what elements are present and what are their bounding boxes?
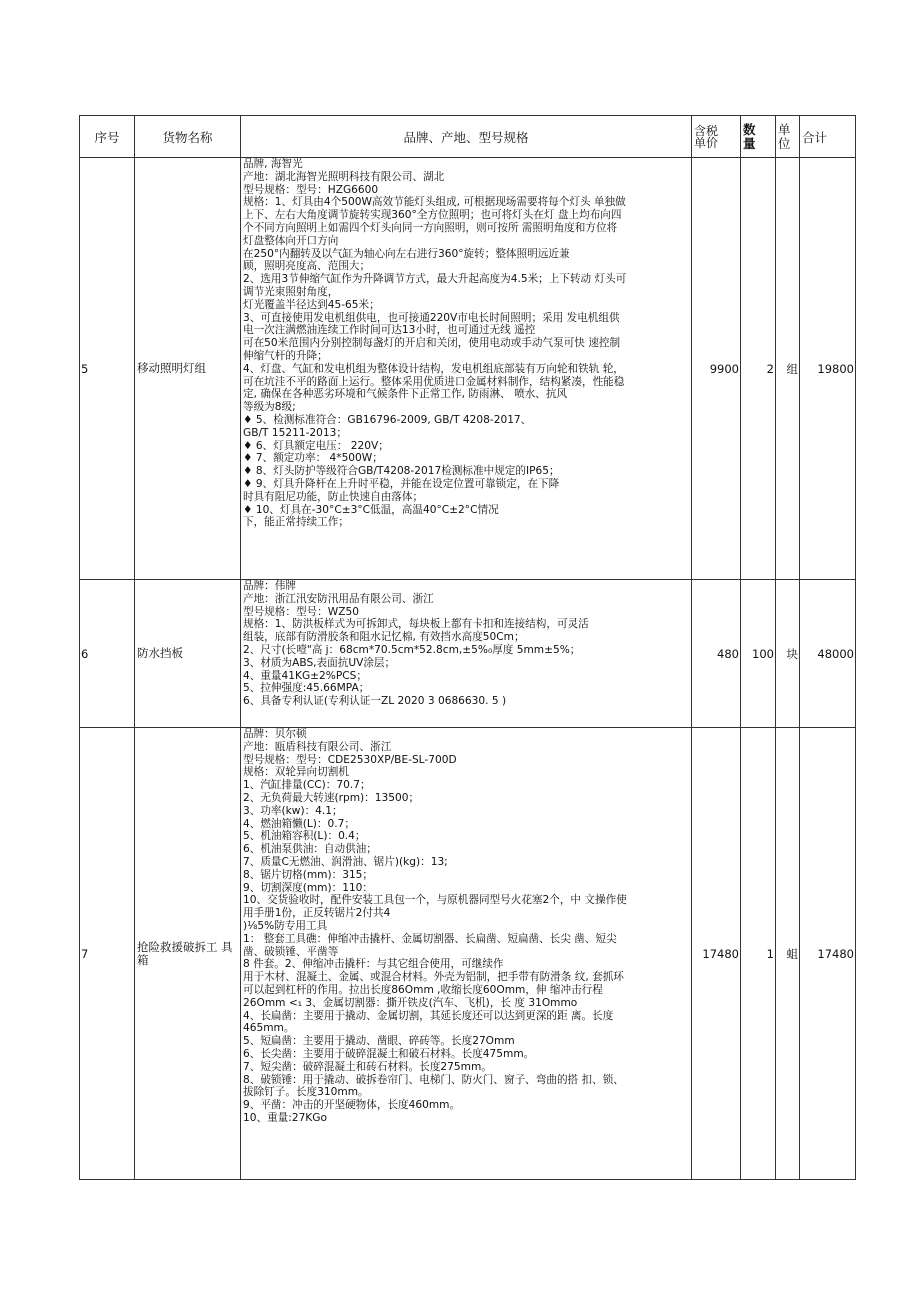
header-price: 含税 单价 xyxy=(692,116,741,158)
row-spec xyxy=(241,728,692,1180)
spec-line: 6、机油泵供油：自动供油； xyxy=(243,843,377,856)
row-spec xyxy=(241,580,692,728)
row-unit: 块 xyxy=(776,580,800,728)
row-name: 抢险救援破拆工 具箱 xyxy=(135,728,241,1180)
spec-line: ♦ 6、灯具额定电压： 220V； xyxy=(243,439,389,452)
spec-line: 品牌, 海智光 xyxy=(243,158,303,170)
spec-lines xyxy=(243,158,689,579)
spec-line: 用于木材、混凝土、金属、或混合材料。外壳为铝制，把手带有防滑条 纹, 套抓环 xyxy=(243,971,624,984)
header-unit: 单 位 xyxy=(776,116,800,158)
spec-line: 6、具备专利认证(专利认证一ZL 2020 3 0686630. 5 ) xyxy=(243,695,507,708)
header-row xyxy=(80,116,856,158)
spec-line: 组装，底部有防滑胶条和阻水记忆棉, 有效挡水高度50Cm； xyxy=(243,631,525,644)
spec-line: 可以起到杠杆的作用。拉出长度86Omm ,收缩长度60Omm，伸 缩冲击行程 xyxy=(243,983,603,996)
spec-line: 灯盘整体向开口方向 xyxy=(243,234,339,247)
table-row xyxy=(80,158,856,580)
spec-line: 7、质量C无燃油、润滑油、锯片)(kg)：13; xyxy=(243,855,448,868)
spec-line: 1： 整套工具礁：伸缩冲击撬杆、金属切割器、长扁凿、短扁凿、长尖 凿、短尖 xyxy=(243,932,617,945)
spec-line: 个不同方向照明上如需四个灯头向同一方向照明，则可按所 需照明角度和方位将 xyxy=(243,221,618,234)
spec-line: 拔除钉子。长度310mm。 xyxy=(243,1086,369,1099)
spec-line: 10、交货验收时，配件安装工具包一个，与原机器同型号火花塞2个，中 文操作使 xyxy=(243,894,627,907)
spec-line: 7、短尖凿：破碎混凝土和砖石材料。长度275mm。 xyxy=(243,1060,492,1073)
table-row xyxy=(80,580,856,728)
goods-table xyxy=(79,115,856,1180)
spec-line: 型号规格：型号：WZ50 xyxy=(243,605,359,618)
spec-line: 品牌：伟牌 xyxy=(243,580,296,592)
spec-line: ♦ 10、灯具在-30°C±3°C低温，高温40°C±2°C情况 xyxy=(243,503,499,516)
spec-line: 型号规格：型号：CDE2530XP/BE-SL-700D xyxy=(243,753,457,766)
spec-line: 2、尺寸(长噎"高 j：68cm*70.5cm*52.8cm,±5%₀厚度 5mm±5%； xyxy=(243,643,581,656)
spec-line: 调节光束照射角度， xyxy=(243,285,339,298)
row-qty: 100 xyxy=(741,580,776,728)
spec-line: 5、机油箱容积(L)：0.4； xyxy=(243,830,366,843)
spec-line: ♦ 5、检测标准符合：GB16796-2009, GB/T 4208-2017、 xyxy=(243,413,532,426)
spec-line: 凿、破锁锤、平凿等 xyxy=(243,945,339,958)
spec-lines xyxy=(243,728,689,1179)
row-price: 480 xyxy=(692,580,741,728)
spec-line: 品牌：贝尔顿 xyxy=(243,728,307,740)
row-qty: 2 xyxy=(741,158,776,580)
spec-line: 1、汽缸排量(CC)：70.7； xyxy=(243,779,371,792)
spec-line: ♦ 9、灯具升降杆在上升时平稳，并能在设定位置可靠锁定，在下降 xyxy=(243,477,560,490)
row-total: 19800 xyxy=(800,158,856,580)
spec-line: 2、无负荷最大转速(rpm)：13500； xyxy=(243,791,420,804)
header-qty: 数 量 xyxy=(741,116,776,158)
row-qty: 1 xyxy=(741,728,776,1180)
spec-line: 规格：双轮异向切割机 xyxy=(243,766,349,779)
spec-line: 26Omm <₁ 3、金属切割器：撕开铁皮(汽车、飞机)，长 度 31Ommo xyxy=(243,996,578,1009)
spec-line: 型号规格：型号：HZG6600 xyxy=(243,183,379,196)
row-unit: 蛆 xyxy=(776,728,800,1180)
row-spec xyxy=(241,158,692,580)
row-price: 17480 xyxy=(692,728,741,1180)
spec-line: 规格：1、灯具由4个500W高效节能灯头组成, 可根据现场需要将每个灯头 单独做 xyxy=(243,196,626,209)
row-price: 9900 xyxy=(692,158,741,580)
spec-line: 产地：浙江汛安防汛用品有限公司、浙江 xyxy=(243,592,434,605)
header-spec: 品牌、产地、型号规格 xyxy=(241,116,692,158)
spec-line: 在250°内翻转及以气缸为轴心向左右进行360°旋转；整体照明远近兼 xyxy=(243,247,570,260)
spec-line: 9、切割深度(mm)：110： xyxy=(243,881,374,894)
spec-line: 灯光覆盖半径达到45-65米； xyxy=(243,298,380,311)
spec-line: 4、灯盘、气缸和发电机组为整体设计结构，发电机组底部装有万向轮和铁轨 轮， xyxy=(243,362,624,375)
spec-line: ♦ 8、灯头防护等级符合GB/T4208-2017检测标准中规定的IP65； xyxy=(243,465,560,478)
spec-line: 9、平凿：冲击的开坚硬物体，长度460mm。 xyxy=(243,1099,461,1112)
spec-line: 可在坑洼不平的路面上运行。整体采用优质进口金属材料制作，结构紧凑，性能稳 xyxy=(243,375,625,388)
spec-line: 电一次注满燃油连续工作时间可达13小时，也可通过无线 遥控 xyxy=(243,324,536,337)
spec-line: 465mm。 xyxy=(243,1022,295,1035)
spec-line: 4、重量41KG±2%PCS； xyxy=(243,669,367,682)
spec-line: 8、破锁锤：用于撬动、破拆卷帘门、电梯门、防火门、窗子、弯曲的搭 扣、锁、 xyxy=(243,1073,624,1086)
spec-line: 时具有阻尼功能，防止快速自由落体； xyxy=(243,490,424,503)
spec-line: 规格：1、防洪板样式为可拆卸式，每块板上都有卡扣和连接结构，可灵活 xyxy=(243,618,589,631)
spec-line: 3、材质为ABS,表面抗UV涂层； xyxy=(243,656,396,669)
spec-line: 等级为8级; xyxy=(243,401,296,414)
spec-line: 3、功率(kw)：4.1； xyxy=(243,804,343,817)
spec-line: 8、锯片切格(mm)：315； xyxy=(243,868,374,881)
spec-lines xyxy=(243,580,689,727)
spec-line: 产地：湖北海智光照明科技有限公司、湖北 xyxy=(243,170,445,183)
row-total: 48000 xyxy=(800,580,856,728)
row-name: 移动照明灯组 xyxy=(135,158,241,580)
row-total: 17480 xyxy=(800,728,856,1180)
spec-line: 4、燃油箱懒(L)：0.7； xyxy=(243,817,355,830)
row-seq: 6 xyxy=(80,580,135,728)
spec-line: ♦ 7、额定功率： 4*500W； xyxy=(243,452,383,465)
table-row xyxy=(80,728,856,1180)
spec-line: 8 件套。2、伸缩冲击撬杆：与其它组合使用，可继续作 xyxy=(243,958,504,971)
row-unit: 组 xyxy=(776,158,800,580)
spec-line: 10、重量:27KGo xyxy=(243,1111,327,1124)
spec-line: 下，能正常持续工作； xyxy=(243,516,349,529)
spec-line: 上下、左右大角度调节旋转实现360°全方位照明；也可将灯头在灯 盘上均布向四 xyxy=(243,209,622,222)
header-name: 货物名称 xyxy=(135,116,241,158)
spec-line: 伸缩气杆的升降； xyxy=(243,349,328,362)
spec-line: 顾，照明亮度高、范围大； xyxy=(243,260,371,273)
header-total: 合计 xyxy=(800,116,856,158)
spec-line: 定, 确保在各种恶劣环境和气候条件下正常工作, 防雨淋、 喷水、抗风 xyxy=(243,388,568,401)
spec-line: 3、可直接使用发电机组供电，也可接通220V市电长时间照明；采用 发电机组供 xyxy=(243,311,620,324)
spec-line: GB/T 15211-2013； xyxy=(243,426,347,439)
spec-line: 5、拉伸强度:45.66MPA； xyxy=(243,682,370,695)
header-seq: 序号 xyxy=(80,116,135,158)
spec-line: 4、长扁凿：主要用于撬动、金属切割，其延长度还可以达到更深的距 离。长度 xyxy=(243,1009,614,1022)
row-name: 防水挡板 xyxy=(135,580,241,728)
spec-line: 可在50米范围内分别控制每盏灯的开启和关闭，使用电动或手动气泵可快 速控制 xyxy=(243,337,621,350)
spec-line: 5、短扁凿：主要用于撬动、凿眼、碎砖等。长度27Omm xyxy=(243,1035,515,1048)
spec-line: 用手册1份，正反转锯片2付共4 xyxy=(243,907,391,920)
row-seq: 7 xyxy=(80,728,135,1180)
spec-line: 2、选用3节伸缩气缸作为升降调节方式，最大升起高度为4.5米；上下转动 灯头可 xyxy=(243,273,627,286)
spec-line: 产地：瓯盾科技有限公司、浙江 xyxy=(243,740,392,753)
spec-line: )⅛5%防专用工具 xyxy=(243,919,328,932)
row-seq: 5 xyxy=(80,158,135,580)
spec-line: 6、长尖凿：主要用于破碎混凝土和破石材料。长度475mm。 xyxy=(243,1047,535,1060)
